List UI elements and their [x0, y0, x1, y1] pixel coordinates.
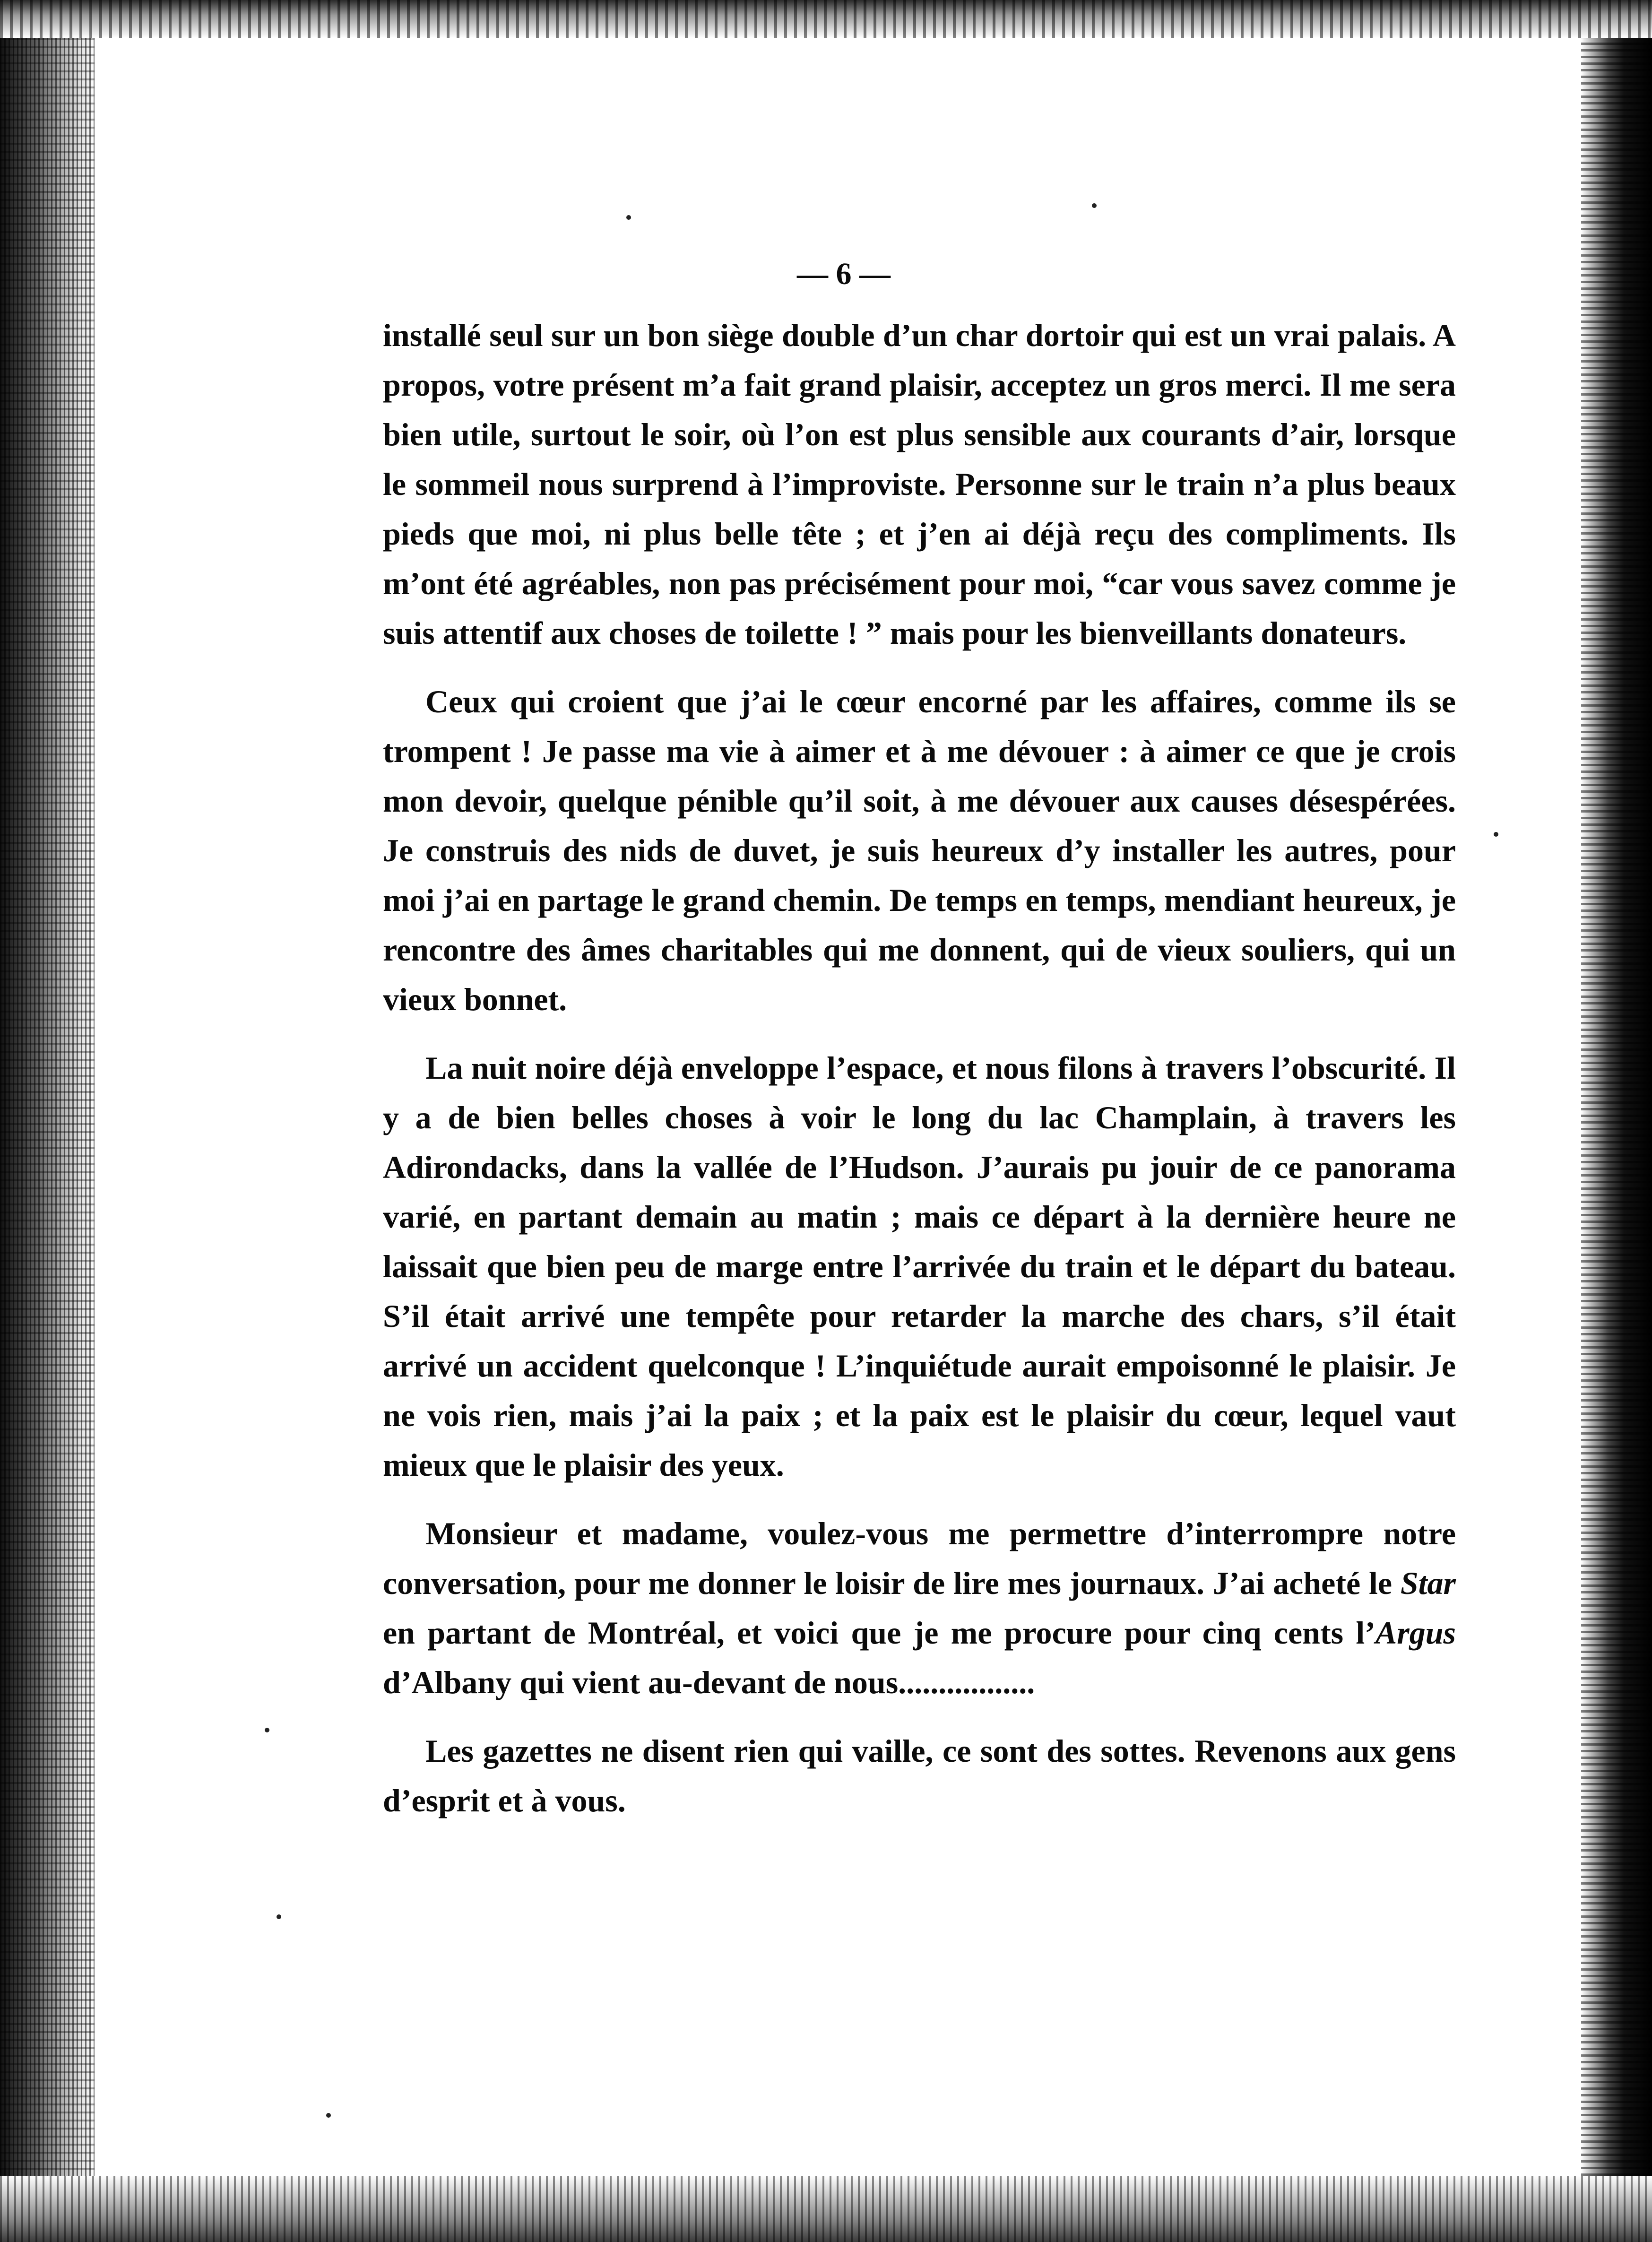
paragraph	[383, 311, 1456, 658]
paragraph	[383, 1726, 1456, 1826]
italic-text: Argus	[1375, 1615, 1456, 1651]
scan-speck	[326, 2113, 331, 2118]
paragraph-text: Monsieur et madame, voulez-vous me permettre d’interrompre notre conversation, pour me donner le loisir de lire mes journaux. J’ai acheté le	[383, 1515, 1456, 1601]
body-text	[383, 311, 1456, 1844]
paragraph	[383, 1043, 1456, 1490]
scan-border-bottom	[0, 2176, 1652, 2242]
paragraph-text: Ceux qui croient que j’ai le cœur encorné par les affaires, comme ils se trompent ! Je passe ma vie à aimer et à me dévouer : à aimer ce que je crois mon devoir, quelque pénible qu’il soit, à me dévouer aux causes désespérées. Je construis des nids de duvet, je suis heureux d’y installer les autres, pour moi j’ai en partage le grand chemin. De temps en temps, mendiant heureux, je rencontre des âmes charitables qui me donnent, qui de vieux souliers, qui un vieux bonnet.	[383, 684, 1456, 1017]
paragraph-text: installé seul sur un bon siège double d’un char dortoir qui est un vrai palais. A propos, votre présent m’a fait grand plaisir, acceptez un gros merci. Il me sera bien utile, surtout le soir, où l’on est plus sensible aux courants d’air, lorsque le sommeil nous surprend à l’improviste. Personne sur le train n’a plus beaux pieds que moi, ni plus belle tête ; et j’en ai déjà reçu des compliments. Ils m’ont été agréables, non pas précisément pour moi, “car vous savez comme je suis attentif aux choses de toilette ! ” mais pour les bienveillants donateurs.	[383, 317, 1456, 651]
document-page	[383, 255, 1456, 2099]
paragraph-text: d’Albany qui vient au-devant de nous.................	[383, 1664, 1035, 1700]
paragraph-text: en partant de Montréal, et voici que je me procure pour cinq cents l’	[383, 1615, 1375, 1651]
scan-speck	[1092, 203, 1097, 208]
scan-border-right	[1581, 0, 1652, 2242]
paragraph-text: La nuit noire déjà enveloppe l’espace, et nous filons à travers l’obscurité. Il y a de bien belles choses à voir le long du lac Champlain, à travers les Adirondacks, dans la vallée de l’Hudson. J’aurais pu jouir de ce panorama varié, en partant demain au matin ; mais ce départ à la dernière heure ne laissait que bien peu de marge entre l’arrivée du train et le départ du bateau. S’il était arrivé une tempête pour retarder la marche des chars, s’il était arrivé un accident quelconque ! L’inquiétude aurait empoisonné le plaisir. Je ne vois rien, mais j’ai la paix ; et la paix est le plaisir du cœur, lequel vaut mieux que le plaisir des yeux.	[383, 1050, 1456, 1483]
paragraph	[383, 1509, 1456, 1707]
scan-speck	[1494, 832, 1498, 837]
paragraph-text: Les gazettes ne disent rien qui vaille, ce sont des sottes. Revenons aux gens d’esprit et à vous.	[383, 1733, 1456, 1818]
scan-speck	[277, 1914, 281, 1919]
italic-text: Star	[1400, 1565, 1456, 1601]
scan-speck	[626, 215, 631, 220]
scan-border-top	[0, 0, 1652, 38]
scan-border-left	[0, 0, 95, 2242]
paragraph	[383, 677, 1456, 1024]
scan-speck	[265, 1728, 269, 1732]
page-number: — 6 —	[797, 257, 891, 291]
